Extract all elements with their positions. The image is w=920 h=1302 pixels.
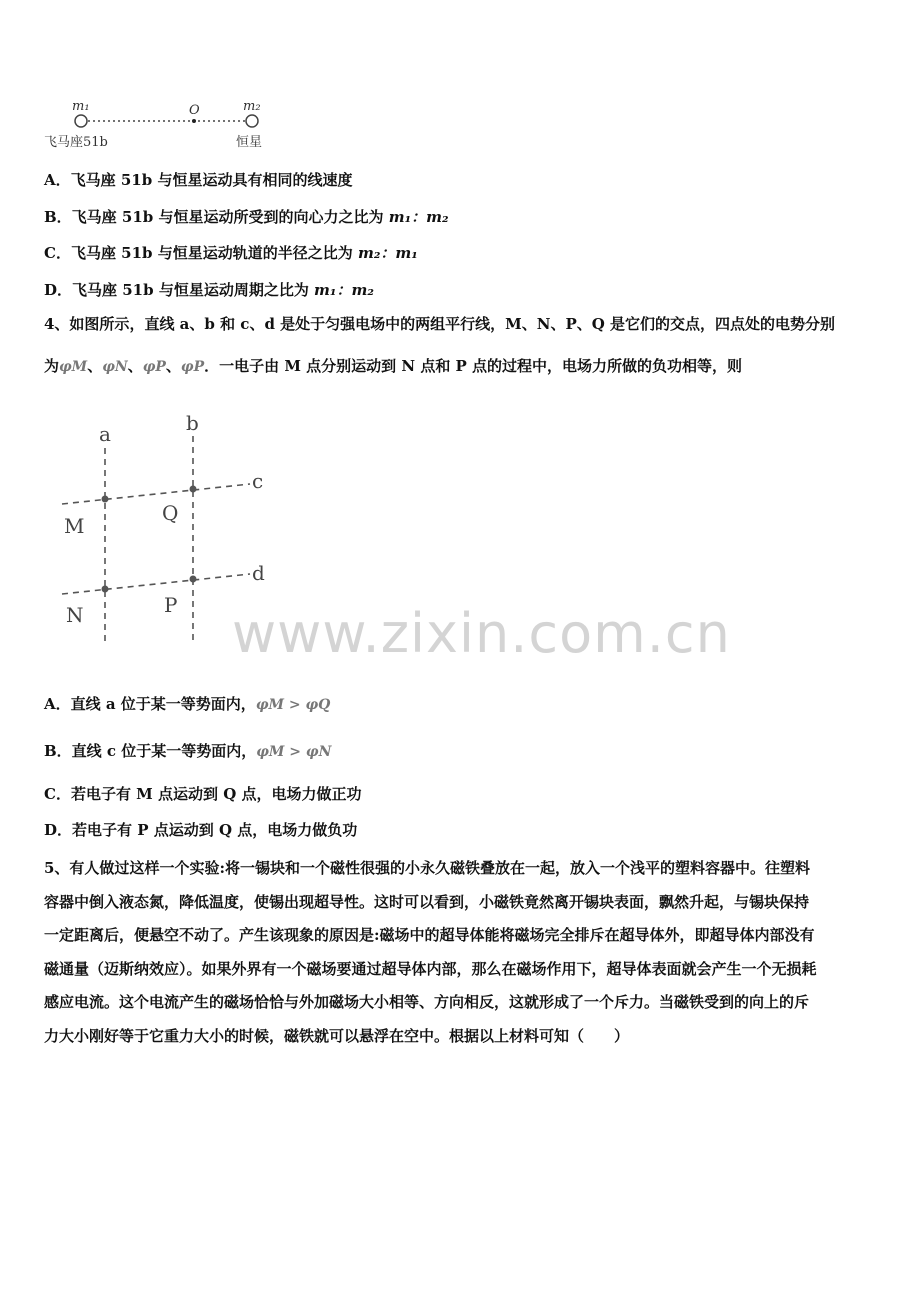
label-d: d (252, 561, 265, 585)
o-label: O (189, 103, 200, 118)
phi-n-symbol: φN (102, 359, 128, 375)
q3-option-d (44, 280, 374, 300)
separator: 、 (127, 357, 143, 375)
q5-line: 5、有人做过这样一个实验:将一锡块和一个磁性很强的小永久磁铁叠放在一起，放入一个浅平的塑料容器中。往塑料 (44, 859, 810, 877)
point-p (190, 576, 197, 583)
label-a: a (99, 422, 111, 446)
q4-option-a (44, 694, 330, 715)
center-point-o (192, 119, 196, 123)
phi-m-symbol: φM (59, 359, 88, 375)
q5-line: 容器中倒入液态氮，降低温度，使锡出现超导性。这时可以看到，小磁铁竟然离开锡块表面，飘然升起，与锡块保持 (44, 892, 810, 911)
label-q: Q (162, 501, 179, 525)
m1-circle (75, 115, 87, 127)
label-m: M (64, 514, 85, 538)
m2-label: m₂ (243, 99, 261, 114)
q5-line: 力大小刚好等于它重力大小的时候，磁铁就可以悬浮在空中。根据以上材料可知（ ） (44, 1026, 630, 1045)
q3-option-d-ratio: m₁：m₂ (314, 281, 374, 299)
q4-stem-suffix: ．一电子由 M 点分别运动到 N 点和 P 点的过程中，电场力所做的负功相等，则 (204, 357, 743, 375)
q3-option-b-text: B．飞马座 51b 与恒星运动所受到的向心力之比为 (44, 208, 389, 226)
q4-stem-line1: 4、如图所示，直线 a、b 和 c、d 是处于匀强电场中的两组平行线，M、N、P、Q 是它们的交点，四点处的电势分别 (44, 315, 836, 333)
q3-option-d-text: D．飞马座 51b 与恒星运动周期之比为 (44, 281, 315, 299)
q4-option-a-text: A．直线 a 位于某一等势面内， (44, 695, 256, 713)
planet-label: 飞马座51b (44, 135, 108, 150)
star-label: 恒星 (236, 135, 263, 150)
m1-label: m₁ (72, 99, 90, 114)
point-q (190, 486, 197, 493)
line-d (62, 574, 250, 594)
label-p: P (164, 593, 178, 617)
q4-option-b-text: B．直线 c 位于某一等势面内， (44, 742, 257, 760)
q4-option-b (44, 741, 331, 762)
q3-option-c-ratio: m₂：m₁ (357, 244, 418, 262)
q5-line: 一定距离后，便悬空不动了。产生该现象的原因是:磁场中的超导体能将磁场完全排斥在超导体外，即超导体内部没有 (44, 926, 815, 944)
m2-circle (246, 115, 258, 127)
binary-star-diagram (44, 96, 284, 156)
label-n: N (66, 603, 84, 627)
q3-option-c (44, 243, 418, 263)
separator: 、 (165, 357, 181, 375)
q4-stem-line2 (44, 356, 742, 377)
q3-option-a: A．飞马座 51b 与恒星运动具有相同的线速度 (44, 171, 353, 189)
phi-p-symbol-2: φP (180, 359, 205, 375)
point-n (102, 586, 109, 593)
q3-option-b (44, 207, 449, 227)
line-c (62, 484, 250, 504)
q4-option-a-relation: φM > φQ (255, 697, 331, 713)
q5-paragraph (44, 852, 817, 1053)
watermark: www.zixin.com.cn (232, 602, 731, 665)
q4-option-b-relation: φM > φN (256, 744, 332, 760)
label-b: b (186, 411, 199, 435)
q5-line: 感应电流。这个电流产生的磁场恰恰与外加磁场大小相等、方向相反，这就形成了一个斥力。当磁铁受到的向上的斥 (44, 993, 810, 1011)
point-m (102, 496, 109, 503)
q3-option-b-ratio: m₁：m₂ (388, 208, 449, 226)
q5-line: 磁通量（迈斯纳效应）。如果外界有一个磁场要通过超导体内部，那么在磁场作用下，超导体表面就会产生一个无损耗 (44, 959, 817, 978)
phi-p-symbol: φP (142, 359, 166, 375)
q4-option-c: C．若电子有 M 点运动到 Q 点，电场力做正功 (44, 785, 362, 803)
q3-option-c-text: C．飞马座 51b 与恒星运动轨道的半径之比为 (44, 244, 358, 262)
q4-option-d: D．若电子有 P 点运动到 Q 点，电场力做负功 (44, 821, 358, 839)
label-c: c (252, 469, 264, 493)
q4-stem-prefix: 为 (44, 357, 60, 375)
separator: 、 (87, 357, 103, 375)
